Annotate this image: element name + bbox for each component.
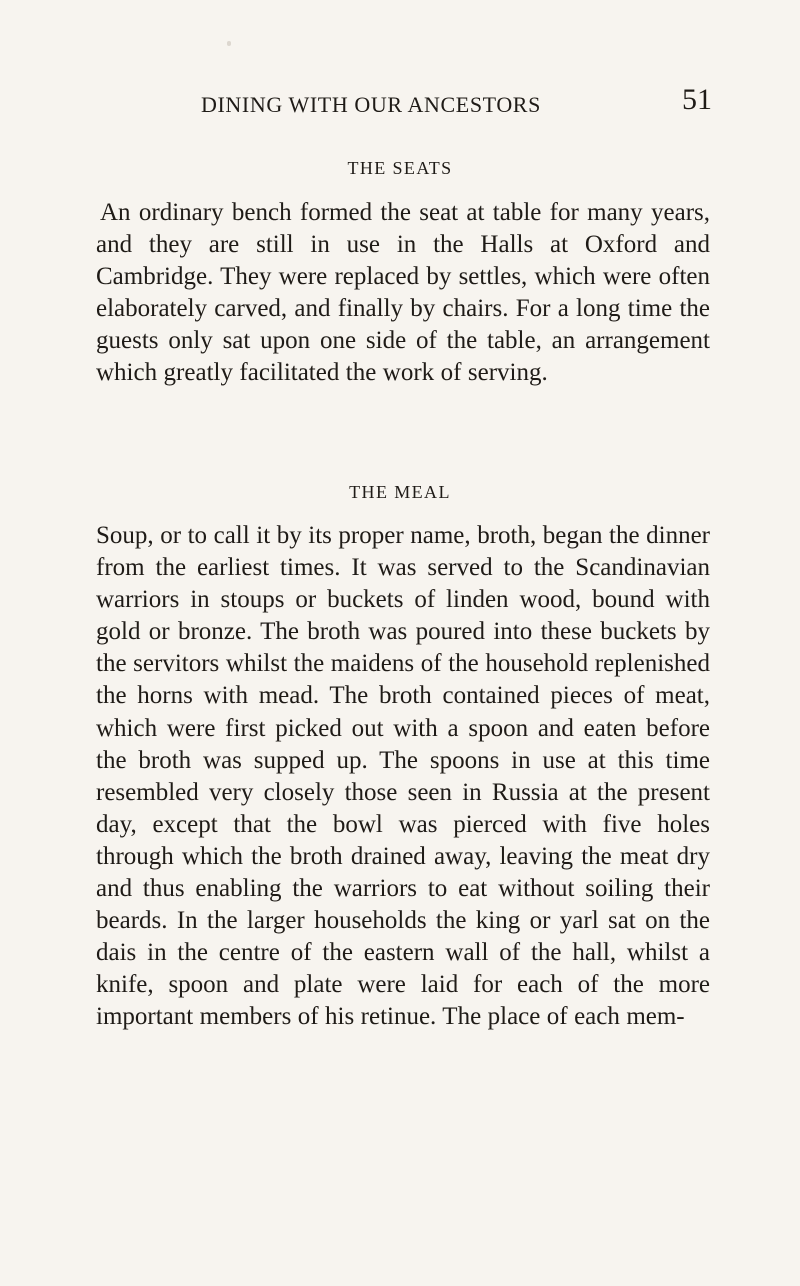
running-header bbox=[96, 83, 712, 132]
section-title-the-meal: THE MEAL bbox=[349, 482, 451, 502]
running-title: DINING WITH OUR ANCESTORS bbox=[201, 92, 541, 117]
paragraph-the-meal: Soup, or to call it by its proper name, broth, began the dinner from the earliest times. It was served to the Scandinavian warriors in stoups or buckets of linden wood, bound with gold or bronze. The broth was poured into these buckets by the servitors whilst the maidens of the household replenished the horns with mead. The broth contained pieces of meat, which were first picked out with a spoon and eaten before the broth was supped up. The spoons in use at this time resembled very closely those seen in Russia at the present day, except that the bowl was pierced with five holes through which the broth drained away, leaving the meat dry and thus enabling the warriors to eat without soiling their beards. In the larger households the king or yarl sat on the dais in the centre of the eastern wall of the hall, whilst a knife, spoon and plate were laid for each of the more important members of his retinue. The place of each mem- bbox=[96, 522, 710, 1031]
section-title-the-seats: THE SEATS bbox=[347, 158, 453, 178]
paragraph-the-seats: An ordinary bench formed the seat at table for many years, and they are still in use in the Halls at Oxford and Cambridge. They were replaced by settles, which were often elaborately carved, and finally by chairs. For a long time the guests only sat upon one side of the table, an arrangement which greatly facilitated the work of serving. bbox=[96, 199, 710, 387]
page-number: 51 bbox=[682, 83, 712, 116]
page-speck bbox=[227, 41, 231, 46]
